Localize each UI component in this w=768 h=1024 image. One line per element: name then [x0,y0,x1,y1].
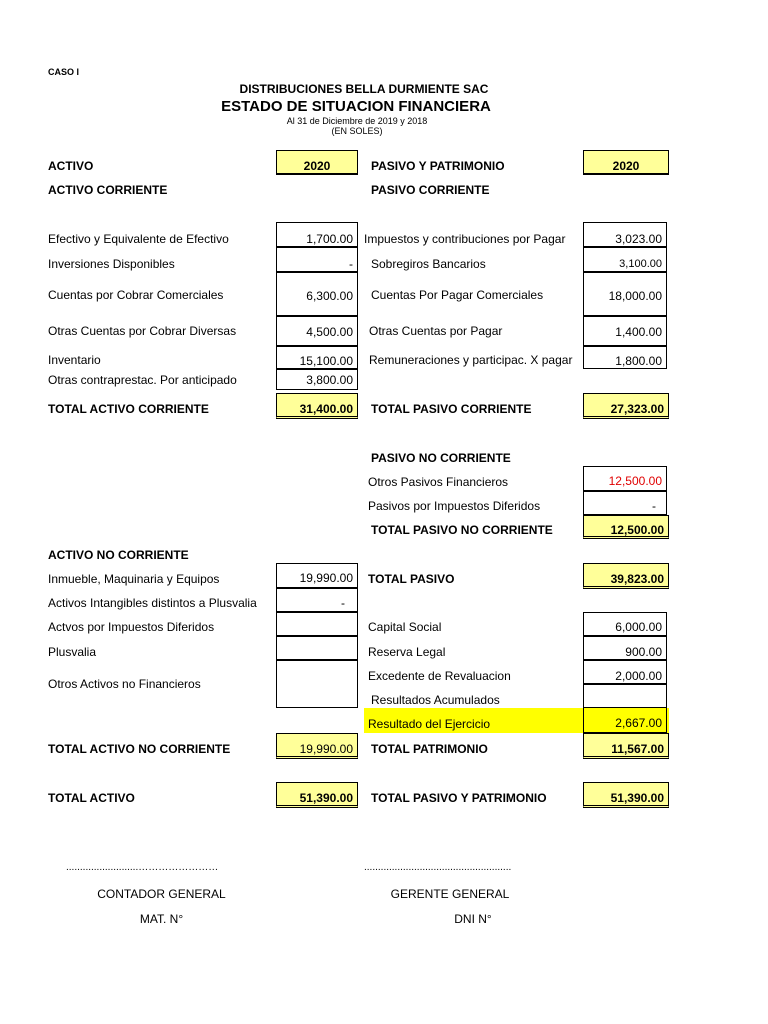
asset-label: Otros Activos no Financieros [48,677,201,691]
asset-value [276,660,358,708]
asset-value: 19,990.00 [276,563,358,588]
asset-value [276,636,358,660]
total-noncurrent-assets-label: TOTAL ACTIVO NO CORRIENTE [48,742,231,756]
total-current-assets-label: TOTAL ACTIVO CORRIENTE [48,402,209,416]
liability-label: Otras Cuentas por Pagar [369,324,503,338]
asset-label: Inmueble, Maquinaria y Equipos [48,572,220,586]
document-title: ESTADO DE SITUACION FINANCIERA [221,98,491,115]
asset-label: Efectivo y Equivalente de Efectivo [48,232,229,246]
total-equity-label: TOTAL PATRIMONIO [371,742,488,756]
equity-value: 2,000.00 [583,660,667,684]
noncurrent-assets-section: ACTIVO NO CORRIENTE [48,548,189,562]
asset-value: - [276,247,358,272]
asset-value: 1,700.00 [276,222,358,247]
total-liabilities-label: TOTAL PASIVO [368,572,455,586]
manager-title: GERENTE GENERAL [390,887,510,901]
liability-value: 3,100.00 [583,247,667,272]
asset-value [276,612,358,636]
case-label: CASO I [48,67,80,77]
equity-label: Capital Social [368,620,442,634]
liability-label: Impuestos y contribuciones por Pagar [364,232,566,246]
asset-value: 4,500.00 [276,316,358,346]
asset-value: 3,800.00 [276,369,358,390]
asset-label: Activos Intangibles distintos a Plusvalia [48,596,257,610]
assets-year: 2020 [276,150,358,175]
asset-label: Inversiones Disponibles [48,257,175,271]
liability-value: - [583,491,667,515]
accountant-title: CONTADOR GENERAL [97,887,226,901]
total-noncurrent-liabilities-value: 12,500.00 [583,515,669,539]
manager-id: DNI N° [454,912,492,926]
total-liabilities-equity-label: TOTAL PASIVO Y PATRIMONIO [371,791,547,805]
asset-label: Cuentas por Cobrar Comerciales [48,288,224,302]
liability-value: 1,400.00 [583,316,667,346]
total-equity-value: 11,567.00 [583,733,669,759]
asset-label: Plusvalia [48,645,97,659]
liability-label: Otros Pasivos Financieros [368,475,509,489]
document-date: Al 31 de Diciembre de 2019 y 2018 [286,116,428,126]
document-currency: (EN SOLES) [331,126,383,136]
total-current-liabilities-label: TOTAL PASIVO CORRIENTE [371,402,532,416]
equity-label: Resultados Acumulados [371,693,500,707]
asset-label: Actvos por Impuestos Diferidos [48,620,215,634]
liabilities-year: 2020 [583,150,669,175]
liability-label: Sobregiros Bancarios [371,257,486,271]
noncurrent-liabilities-section: PASIVO NO CORRIENTE [371,451,511,465]
accountant-signature-line: ..........................…………………… [66,862,219,873]
manager-signature-line: ..................................................... [364,862,512,873]
asset-label: Inventario [48,353,101,367]
total-liabilities-value: 39,823.00 [583,563,669,589]
total-current-liabilities-value: 27,323.00 [583,393,669,419]
liability-value: 3,023.00 [583,222,667,247]
current-assets-section: ACTIVO CORRIENTE [48,183,168,197]
total-noncurrent-liabilities-label: TOTAL PASIVO NO CORRIENTE [371,523,553,537]
equity-value [583,684,667,708]
liability-label: Cuentas Por Pagar Comerciales [371,288,544,302]
company-name: DISTRIBUCIONES BELLA DURMIENTE SAC [239,82,489,96]
liability-value: 12,500.00 [583,466,667,491]
current-liabilities-section: PASIVO CORRIENTE [371,183,490,197]
asset-label: Otras contraprestac. Por anticipado [48,373,237,387]
accountant-registration: MAT. N° [139,912,184,926]
liabilities-equity-header: PASIVO Y PATRIMONIO [371,159,505,173]
liability-value: 1,800.00 [583,346,667,369]
equity-label: Reserva Legal [368,645,446,659]
liability-label: Remuneraciones y participac. X pagar [369,353,573,367]
asset-value: - [276,588,358,612]
liability-label: Pasivos por Impuestos Diferidos [368,499,541,513]
asset-value: 6,300.00 [276,272,358,316]
total-current-assets-value: 31,400.00 [276,393,358,419]
equity-value: 2,667.00 [583,708,667,733]
total-assets-label: TOTAL ACTIVO [48,791,135,805]
total-assets-value: 51,390.00 [276,782,358,808]
asset-label: Otras Cuentas por Cobrar Diversas [48,324,237,338]
total-noncurrent-assets-value: 19,990.00 [276,733,358,759]
equity-label: Resultado del Ejercicio [368,717,491,731]
equity-label: Excedente de Revaluacion [368,669,511,683]
total-liabilities-equity-value: 51,390.00 [583,782,669,808]
equity-value: 900.00 [583,636,667,660]
asset-value: 15,100.00 [276,346,358,369]
assets-header: ACTIVO [48,159,94,173]
equity-value: 6,000.00 [583,612,667,636]
liability-value: 18,000.00 [583,272,667,316]
